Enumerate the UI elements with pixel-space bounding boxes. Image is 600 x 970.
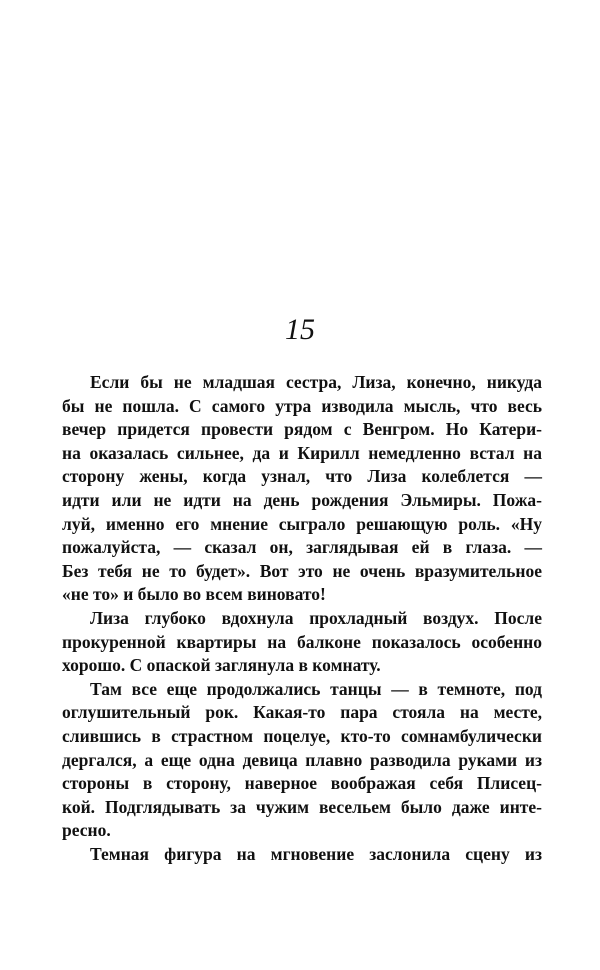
text-line: вечер придется провести рядом с Венгром. Но Катери-: [62, 419, 542, 440]
body-text: [62, 371, 542, 866]
text-line: луй, именно его мнение сыграло решающую роль. «Ну: [62, 513, 542, 534]
text-line: Там все еще продолжались танцы — в темноте, под: [90, 678, 542, 699]
text-line: Если бы не младшая сестра, Лиза, конечно, никуда: [90, 372, 542, 392]
text-line: Темная фигура на мгновение заслонила сцену из: [90, 843, 542, 864]
text-line: слившись в страстном поцелуе, кто-то сомнамбулически: [62, 725, 542, 746]
text-line: пожалуйста, — сказал он, заглядывая ей в глаза. —: [62, 537, 542, 558]
paragraph: [62, 607, 542, 678]
text-line: бы не пошла. С самого утра изводила мысль, что весь: [62, 395, 542, 416]
text-line: ресно.: [62, 820, 111, 841]
text-line: Лиза глубоко вдохнула прохладный воздух. После: [90, 607, 542, 628]
text-line: идти или не идти на день рождения Эльмиры. Пожа-: [62, 489, 542, 510]
text-line: хорошо. С опаской заглянула в комнату.: [62, 655, 381, 676]
paragraph: [62, 371, 542, 607]
paragraph: [62, 678, 542, 843]
text-line: Без тебя не то будет». Вот это не очень вразумительное: [62, 560, 542, 581]
text-line: оглушительный рок. Какая-то пара стояла на месте,: [62, 702, 542, 723]
paragraph: [62, 843, 542, 867]
text-line: прокуренной квартиры на балконе показалось особенно: [62, 631, 542, 652]
text-line: стороны в сторону, наверное воображая себя Плисец-: [62, 773, 542, 794]
text-line: «не то» и было во всем виновато!: [62, 584, 326, 605]
text-line: дергался, а еще одна девица плавно разводила руками из: [62, 749, 542, 770]
chapter-number: 15: [285, 313, 315, 346]
text-line: сторону жены, когда узнал, что Лиза колеблется —: [62, 466, 542, 487]
text-line: на оказалась сильнее, да и Кирилл немедленно встал на: [62, 442, 542, 463]
text-line: кой. Подглядывать за чужим весельем было даже инте-: [62, 796, 542, 817]
